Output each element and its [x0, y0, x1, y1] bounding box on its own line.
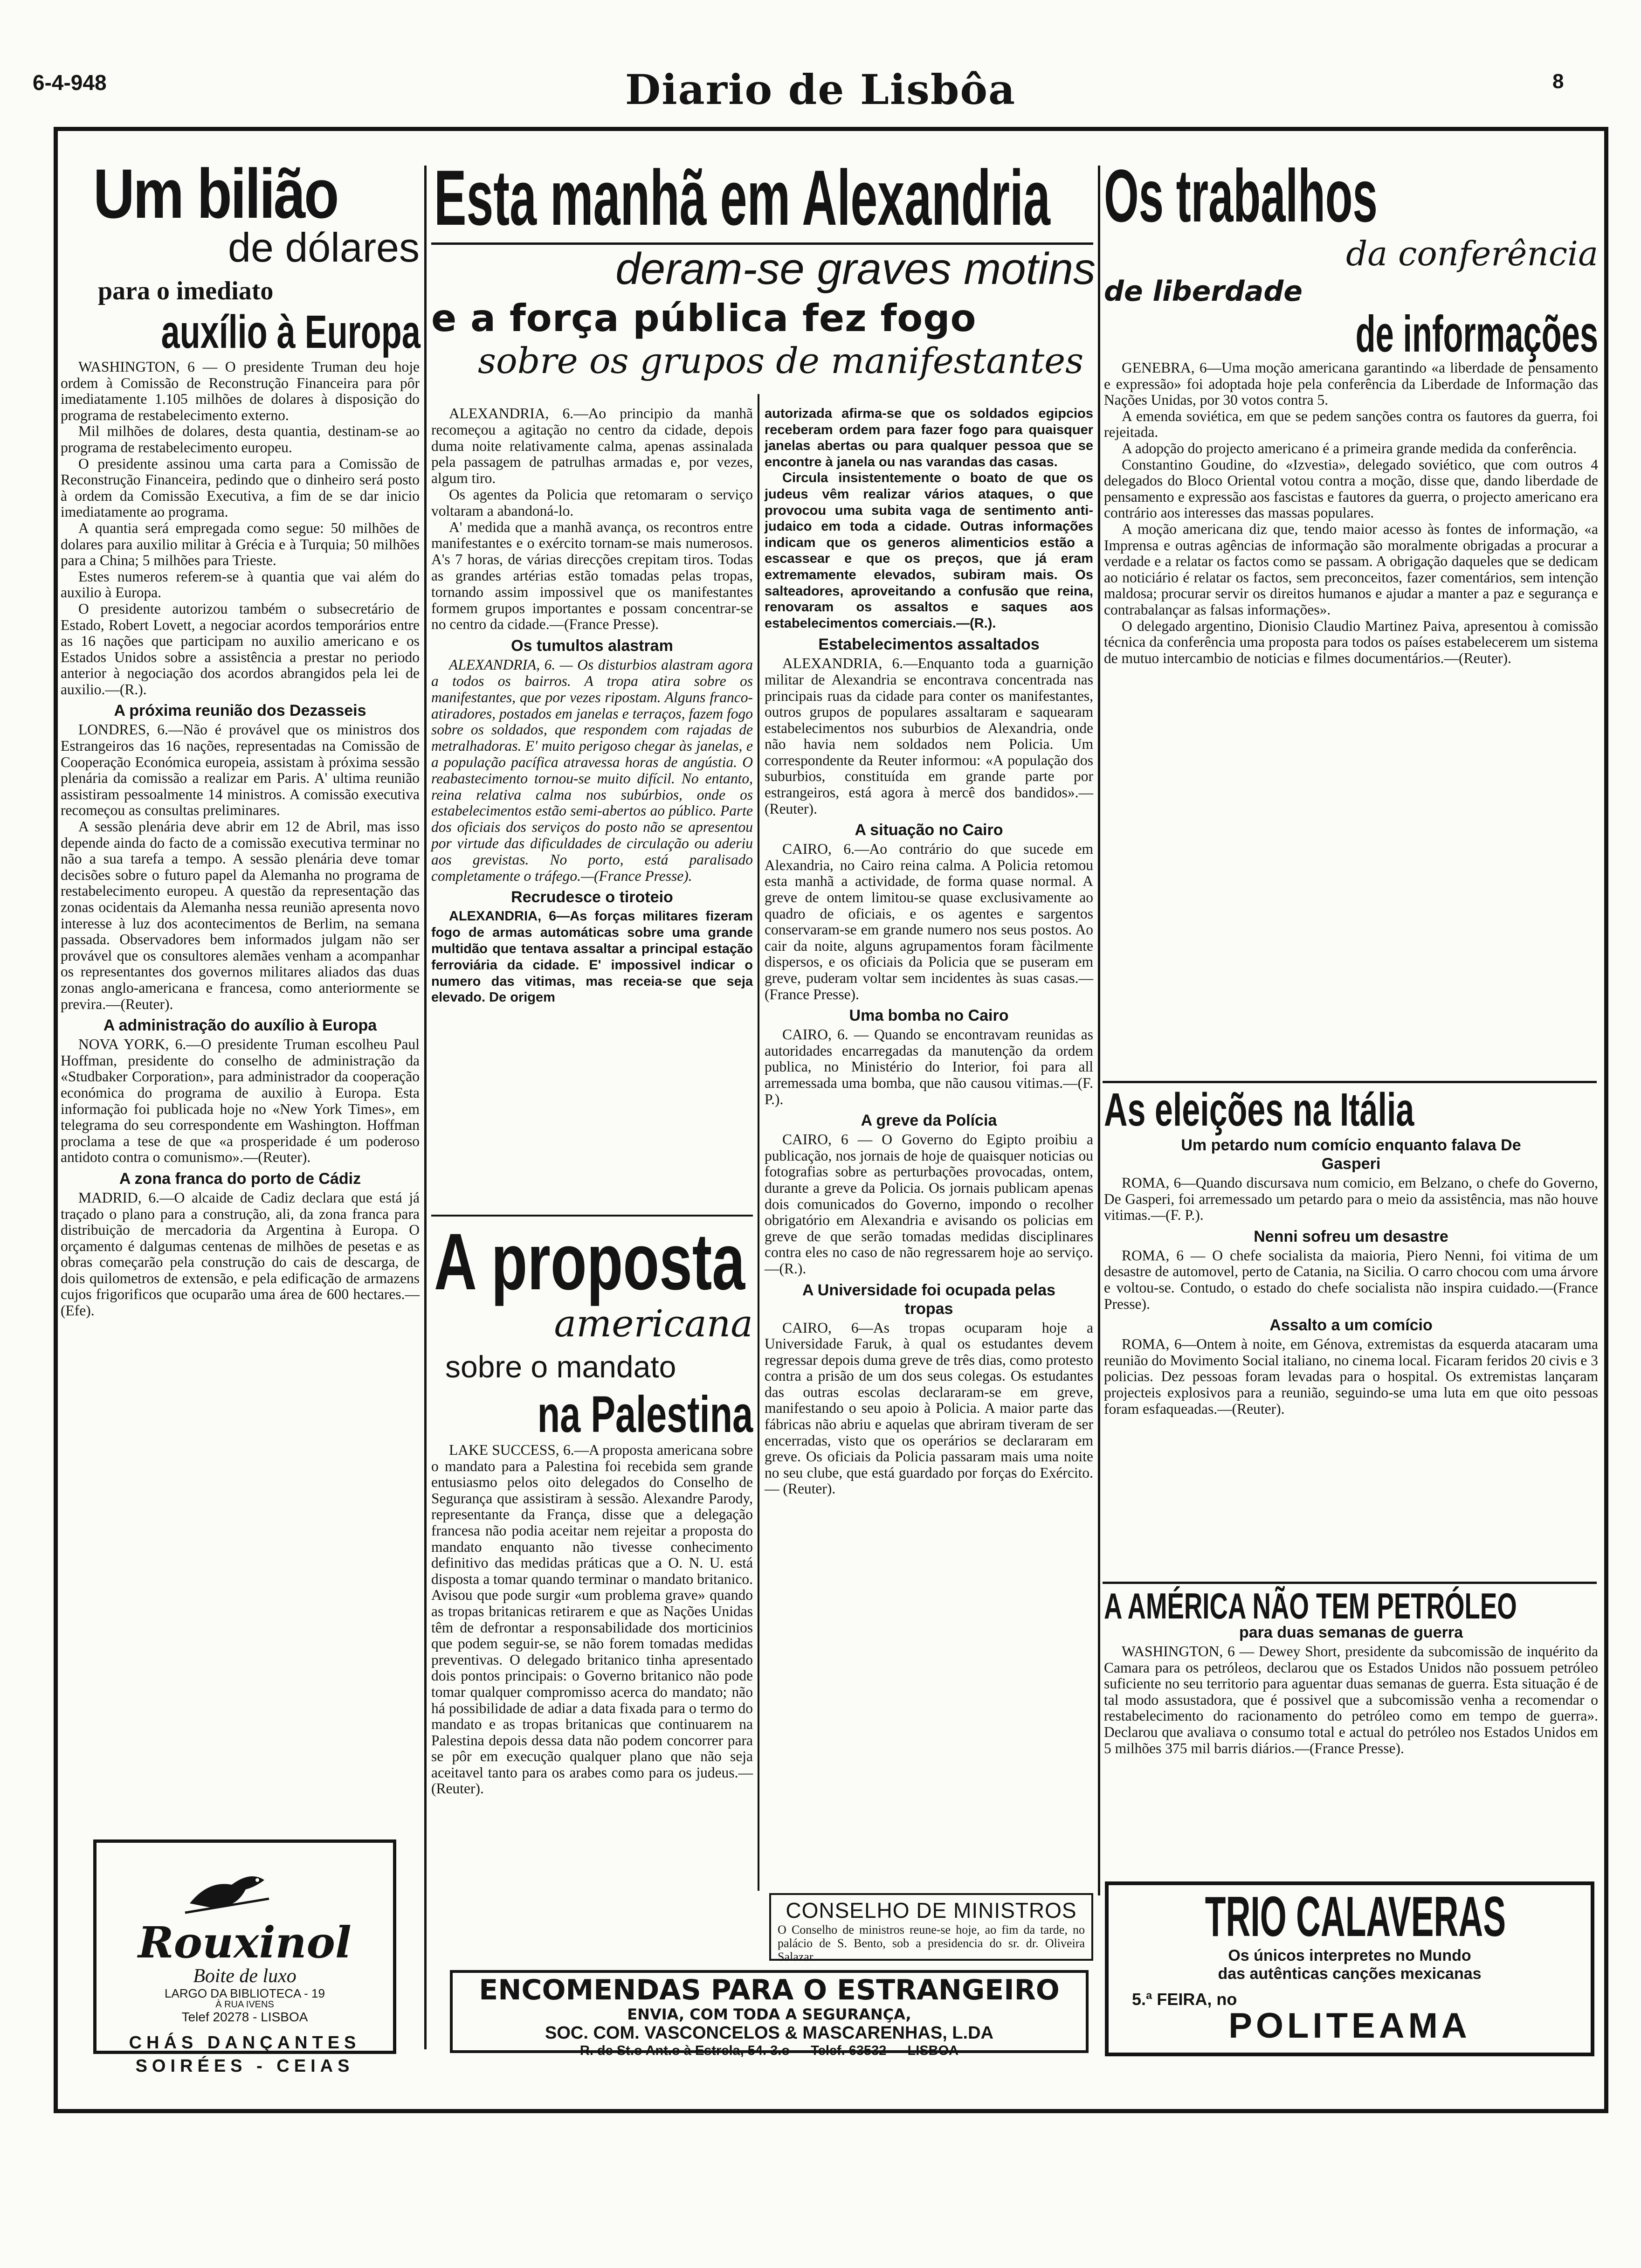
subhead: A próxima reunião dos Dezasseis	[114, 702, 366, 720]
ad-rouxinol	[93, 1839, 396, 2054]
headline-grupos: sobre os grupos de manifestantes	[478, 340, 1084, 381]
paragraph: Mil milhões de dolares, desta quantia, destinam-se ao programa de restabelecimento europeu.	[61, 423, 420, 456]
headline-a-proposta: A proposta	[434, 1217, 745, 1307]
subhead: Estabelecimentos assaltados	[818, 636, 1040, 654]
paragraph-bold: ALEXANDRIA, 6—As forças militares fizeram fogo de armas automáticas sobre uma grande multidão que tentava assaltar a principal estação ferroviária da cidade. E' impossivel indicar o numero das vitimas, mas receia-se que seja elevado. De origem	[431, 909, 753, 1005]
subhead: A situação no Cairo	[855, 821, 1003, 839]
paragraph: Constantino Goudine, do «Izvestia», delegado soviético, que com outros 4 delegados do Bloco Oriental votou contra a moção, disse que, dando liberdade de pensamento e expressão aos fascistas e fautores da guerra, o projecto americano era contrário aos interesses das massas populares.	[1104, 456, 1598, 521]
ad-encomendas	[450, 1970, 1089, 2058]
ad-rouxinol-line-2: SOIRÉES - CEIAS	[135, 2056, 354, 2076]
ad-trio-line-2: Os únicos interpretes no Mundo	[1228, 1947, 1471, 1964]
subhead: Os tumultos alastram	[511, 637, 673, 655]
ad-trio-line-1: TRIO CALAVERAS	[1205, 1885, 1506, 1948]
subhead: A administração do auxílio à Europa	[103, 1016, 377, 1035]
subhead: A Universidade foi ocupada pelas tropas	[802, 1281, 1055, 1318]
italia-rule	[1103, 1081, 1597, 1083]
article-body	[1104, 1175, 1598, 1417]
column-rule-2	[1098, 166, 1100, 1895]
ad-rouxinol-subtitle: Boite de luxo	[193, 1965, 296, 1987]
article-body	[1104, 360, 1598, 666]
ad-rouxinol-line-1: CHÁS DANÇANTES	[129, 2033, 361, 2053]
paragraph: CAIRO, 6 — O Governo do Egipto proibiu a publicação, nos jornais de hoje de quaisquer noticias ou fotografias sobre as perturbações provocadas, ontem, durante a greve da Policia. Os jornais publicam apenas dois comunicados do Governo, impondo o recolher obrigatório em Alexandria e avisando os policias em greve de que serão tomadas medidas disciplinares contra eles no caso de não regressarem hoje ao serviço.—(R.).	[765, 1131, 1093, 1277]
paragraph: ROMA, 6 — O chefe socialista da maioria, Piero Nenni, foi vitima de um desastre de automovel, perto de Catania, na Sicilia. O carro chocou com uma árvore e voltou-se. Contudo, o estado do chefe socialista não inspira cuidado.—(France Presse).	[1104, 1247, 1598, 1312]
article-alexandria	[431, 154, 1096, 381]
article-body	[431, 1442, 753, 1797]
alexandria-column-b	[765, 406, 1093, 1497]
paragraph: MADRID, 6.—O alcaide de Cadiz declara que está já traçado o plano para a construção, ali, da zona franca para distribuição de mercadoria da Argentina à Europa. O orçamento é dalgumas centenas de milhões de pesetas e as obras começarão pela construção do cais de descarga, de dois quilometros de extensão, e pela edificação de armazens cujos frigorificos que ocuparão uma área de 600 hectares.—(Efe).	[61, 1189, 420, 1319]
article-eleicoes-italia	[1104, 1086, 1598, 1417]
box-conselho-ministros	[769, 1893, 1093, 1964]
paragraph: ROMA, 6—Ontem à noite, em Génova, extremistas da esquerda atacaram uma reunião do Movimento Social italiano, no cinema local. Ficaram feridos 20 civis e 3 policias. Dez pessoas foram levadas para o hospital. Os extremistas lançaram projecteis explosivos para a reunião, seguindo-se uma luta em que oito pessoas foram esfaqueadas.—(Reuter).	[1104, 1336, 1598, 1417]
paragraph: CAIRO, 6. — Quando se encontravam reunidas as autoridades encarregadas da manutenção da ordem publica, no Ministério do Interior, foi para all arremessada uma bomba, que não causou vitimas.—(F. P.).	[765, 1026, 1093, 1107]
paragraph: LAKE SUCCESS, 6.—A proposta americana sobre o mandato para a Palestina foi recebida sem grande entusiasmo pelos oito delegados do Conselho de Segurança que assistiram à sessão. Alexandre Parody, representante da França, disse que a delegação francesa não podia aceitar nem rejeitar a proposta do mandato enquanto não tivesse conhecimento definitivo das medidas práticas que a O. N. U. está disposta a tomar quando terminar o mandato britanico. Avisou que pode surgir «um problema grave» quando as tropas britanicas retirarem e que as Nações Unidas têm de defrontar a responsabilidade dos morticinios que podem seguir-se, se não forem tomadas medidas preventivas. O delegado britanico tinha apresentado dois pontos principais: o Governo britanico não pode tomar qualquer compromisso acerca do mandato; não há possibilidade de adiar a data fixada para o termo do mandato e as tropas britanicas que continuarem na Palestina depois dessa data não podem concorrer para se pôr em execução qualquer plano que não seja aceitavel tanto para os arabes como para os judeus.—(Reuter).	[431, 1442, 753, 1797]
headline-esta-manha: Esta manhã em Alexandria	[434, 154, 1050, 242]
paragraph: ALEXANDRIA, 6.—Ao principio da manhã recomeçou a agitação no centro da cidade, depois duma noite relativamente calma, apenas assinalada pela passagem de patrulhas armadas e, por vezes, algum tiro.	[431, 405, 753, 487]
subhead: A greve da Polícia	[861, 1112, 997, 1130]
column-rule-1	[424, 166, 427, 2049]
alexandria-column-a	[431, 406, 753, 1006]
headline-americana: americana	[554, 1302, 753, 1345]
page-number: 8	[1552, 70, 1564, 93]
ad-encomendas-line-2: ENVIA, COM TODA A SEGURANÇA,	[627, 2005, 911, 2023]
ad-rouxinol-address-1: LARGO DA BIBLIOTECA - 19	[165, 1986, 325, 2000]
headline-sobre-o-mandato: sobre o mandato	[445, 1349, 676, 1384]
subhead: para duas semanas de guerra	[1239, 1624, 1463, 1641]
paragraph: A moção americana diz que, tendo maior acesso às fontes de informação, «a Imprensa e outras agências de informação são moralmente obrigadas a procurar a verdade e a relatar os factos como se passam. A obrigação daqueles que se dedicam ao noticiário é relatar os factos, sem preconceitos, fazer comentários, sem intenção maldosa; procurar servir os direitos humanos e ajudar a manter a paz e segurança e contrabalançar as falsas informações».	[1104, 520, 1598, 618]
bird-icon	[180, 1852, 274, 1922]
headline-de-informacoes: de informações	[1355, 305, 1598, 363]
ad-rouxinol-name: Rouxinol	[138, 1917, 352, 1968]
headline-de-dolares: de dólares	[228, 224, 420, 270]
subhead: Assalto a um comício	[1269, 1316, 1433, 1335]
ad-trio-line-3: das autênticas canções mexicanas	[1218, 1965, 1482, 1983]
paragraph: O delegado argentino, Dionisio Claudio Martinez Paiva, apresentou à comissão técnica da conferência uma proposta para todos os países estabelecerem um sistema de mutuo intercambio de noticias e filmes documentários.—(Reuter).	[1104, 617, 1598, 666]
proposta-top-rule	[431, 1215, 753, 1217]
conselho-text: O Conselho de ministros reune-se hoje, ao fim da tarde, no palácio de S. Bento, sob a presidencia do sr. dr. Oliveira Salazar.	[778, 1923, 1085, 1964]
subhead: Recrudesce o tiroteio	[511, 888, 673, 906]
paragraph-italic: ALEXANDRIA, 6. — Os disturbios alastram agora a todos os bairros. A tropa atira sobre os manifestantes, que por vezes ripostam. Alguns franco-atiradores, postados em janelas e terraços, fazem fogo sobre os soldados, que respondem com rajadas de metralhadoras. E' muito perigoso chegar às janelas, e a população pacífica atravessa horas de angústia. O reabastecimento tornou-se muito difícil. No entanto, reina relativa calma nos subúrbios, onde os estabelecimentos estão semi-abertos ao público. Parte dos oficiais dos serviços do posto não se apresentou por virtude das dificuldades de circulação ou aderiu aos grevistas. No porto, está paralisado completamente o tráfego.—(France Presse).	[431, 657, 753, 884]
subhead: A zona franca do porto de Cádiz	[119, 1169, 361, 1188]
paragraph: NOVA YORK, 6.—O presidente Truman escolheu Paul Hoffman, presidente do conselho de administração da «Studbaker Corporation», para administrador da cooperação económica do programa de auxilio à Europa. Esta informação foi publicada hoje no «New York Times», em telegrama do seu correspondente em Washington. Hoffman proclama a tese de que «a prosperidade é um poderoso antidoto contra o comunismo».—(Reuter).	[61, 1036, 420, 1166]
article-bilião	[61, 154, 421, 1319]
ad-encomendas-line-1: ENCOMENDAS PARA O ESTRANGEIRO	[479, 1974, 1060, 2006]
america-rule	[1103, 1582, 1597, 1584]
paragraph: ROMA, 6—Quando discursava num comicio, em Belzano, o chefe do Governo, De Gasperi, foi arremessado um petardo para o meio da assistência, mas não houve vitimas.—(F. P.).	[1104, 1175, 1598, 1224]
article-conferencia	[1104, 154, 1598, 666]
paragraph: A adopção do projecto americano é a primeira grande medida da conferência.	[1122, 440, 1577, 456]
masthead	[0, 0, 1641, 131]
paragraph: WASHINGTON, 6 — Dewey Short, presidente da subcomissão de inquérito da Camara para os petróleos, declarou que os Estados Unidos não possuem petróleo suficiente no seu territorio para aguentar duas semanas de guerra. Esta situação é de tal modo assustadora, que é possivel que a subcomissão venha a recomendar o restabelecimento do racionamento do petróleo como em tempo de guerra». Declarou que avaliava o consumo total e actual do petróleo nos Estados Unidos em 5 milhões 375 mil barris diários.—(France Presse).	[1104, 1643, 1598, 1756]
paragraph: A quantia será empregada como segue: 50 milhões de dolares para auxilio militar à Grécia e à Turquia; 50 milhões para a China; 5 milhões para Trieste.	[61, 519, 420, 569]
headline-na-palestina: na Palestina	[537, 1386, 753, 1443]
ad-rouxinol-address-2: À RUA IVENS	[215, 1999, 274, 2010]
headline-um-biliao: Um bilião	[93, 154, 338, 233]
paragraph: CAIRO, 6.—Ao contrário do que sucede em Alexandria, no Cairo reina calma. A Policia retomou esta manhã a actividade, de forma quase normal. A greve de ontem limitou-se quase exclusivamente ao quadro de oficiais, e os agentes e sargentos conservaram-se em grande numero nos seus postos. Ao cair da noite, alguns agrupamentos foram fàcilmente dispersos, e os oficiais da Policia que se puseram em greve, puderam voltar sem incidentes às suas casas.—(France Presse).	[765, 841, 1093, 1003]
article-body	[1104, 1644, 1598, 1756]
ad-trio-line-5: POLITEAMA	[1228, 2006, 1471, 2046]
paragraph: LONDRES, 6.—Não é provável que os ministros dos Estrangeiros das 16 nações, representadas na Comissão de Cooperação Económica europeia, assistam à próxima sessão plenária da comissão a realizar em Paris. A' ultima reunião assistiram pessoalmente 14 ministros. A comissão executiva recomeçou as consultas preliminares.	[61, 721, 420, 819]
issue-date: 6-4-948	[33, 70, 107, 95]
headline-de-liberdade: de liberdade	[1104, 275, 1303, 308]
paragraph: ALEXANDRIA, 6.—Enquanto toda a guarnição militar de Alexandria se encontrava concentrada nas principais ruas da cidade para conter os manifestantes, outros grupos de populares assaltaram e saquearam estabelecimentos nos suburbios de Alexandria, onde não havia nem soldados nem Policia. Um correspondente da Reuter informou: «A população dos suburbios, constituída em grande parte por estrangeiros, está agora à mercê dos bandidos».—(Reuter).	[765, 655, 1093, 817]
ad-encomendas-line-3: SOC. COM. VASCONCELOS & MASCARENHAS, L.DA	[545, 2023, 993, 2043]
headline-os-trabalhos: Os trabalhos	[1104, 154, 1378, 237]
subhead: Uma bomba no Cairo	[849, 1007, 1009, 1025]
paragraph: Os agentes da Policia que retomaram o serviço voltaram a abandoná-lo.	[431, 486, 753, 519]
article-body	[61, 359, 420, 1319]
subhead: Um petardo num comício enquanto falava De Gasperi	[1181, 1136, 1521, 1173]
article-america-petroleo	[1104, 1585, 1598, 1756]
ad-trio-calaveras	[1105, 1881, 1594, 2056]
headline-para-o-imediato: para o imediato	[98, 277, 274, 305]
paragraph: WASHINGTON, 6 — O presidente Truman deu hoje ordem à Comissão de Reconstrução Financeira para pôr imediatamente 1.105 milhões de dolares à disposição do programa de restabelecimento externo.	[61, 359, 420, 423]
ad-trio-line-4: 5.ª FEIRA, no	[1132, 1990, 1237, 2009]
paragraph: A emenda soviética, em que se pedem sanções contra os fautores da guerra, foi rejeitada.	[1104, 408, 1598, 441]
headline-eleicoes-italia: As eleições na Itália	[1104, 1084, 1414, 1136]
paragraph: O presidente assinou uma carta para a Comissão de Reconstrução Financeira, pedindo que o dinheiro será posto à ordem da Comissão Executiva, a fim de se dar inicio imediatamente ao programa.	[61, 455, 420, 520]
headline-america-petroleo: A AMÉRICA NÃO TEM PETRÓLEO	[1104, 1585, 1517, 1626]
paragraph-bold: autorizada afirma-se que os soldados egipcios receberam ordem para fazer fogo para quaisquer janelas abertas ou para qualquer pessoa que se encontre à janela ou nas varandas das casas.	[765, 406, 1093, 470]
article-proposta	[431, 1217, 753, 1797]
subhead: Nenni sofreu um desastre	[1254, 1227, 1448, 1245]
conselho-title: CONSELHO DE MINISTROS	[786, 1898, 1077, 1922]
headline-auxilio: auxílio à Europa	[161, 306, 421, 358]
ad-encomendas-line-4: R. de St.o Ant.o à Estrela, 54. 3.o — Telef. 63532 — LISBOA	[579, 2043, 959, 2058]
newspaper-title: Diario de Lisbôa	[625, 65, 1016, 114]
headline-forca-publica: e a força pública fez fogo	[431, 297, 977, 340]
paragraph: Estes numeros referem-se à quantia que vai além do auxilio à Europa.	[61, 568, 420, 601]
column-rule-center	[758, 394, 759, 1891]
headline-graves-motins: deram-se graves motins	[615, 244, 1096, 294]
paragraph: CAIRO, 6—As tropas ocuparam hoje a Universidade Faruk, à qual os estudantes devem regressar depois duma greve de três dias, como protesto contra a prisão de um dos seus colegas. Os estudantes das outras escolas declararam-se em greve, manifestando o seu apoio à Policia. A maior parte das fábricas não abriu e aquelas que abriram tiveram de ser encerradas, visto que os operários se declararam em greve. Os oficiais da Policia passaram mais uma noite no seu clube, que está guardado por forças do Exército. — (Reuter).	[765, 1319, 1093, 1497]
paragraph: A sessão plenária deve abrir em 12 de Abril, mas isso depende ainda do facto de a comissão executiva terminar no não a sua tarefa a tempo. A sessão plenária deve tomar decisões sobre o futuro papel da Alemanha no programa de restabelecimento europeu. A questão da representação das zonas ocidentais da Alemanha nessa reunião apresenta novo interesse à luz dos acontecimentos de Berlim, na semana passada. Observadores bem informados julgam não ser provável que os consultores alemães venham a acompanhar os representantes dos governos militares aliados das duas zonas anglo-americana e francesa, como anteriormente se previra.—(Reuter).	[61, 818, 420, 1012]
paragraph: GENEBRA, 6—Uma moção americana garantindo «a liberdade de pensamento e expressão» foi adoptada hoje pela conferência da Liberdade de Informação das Nações Unidas, por 30 votos contra 5.	[1104, 360, 1598, 408]
paragraph-bold: Circula insistentemente o boato de que os judeus vêm realizar vários ataques, o que provocou uma subita vaga de sentimento anti-judaico em toda a cidade. Outras informações indicam que os generos alimenticios estão a escassear e que os preços, que já eram extremamente elevados, subiram mais. Os salteadores, aproveitando a confusão que reina, renovaram os assaltos e saques aos estabelecimentos comerciais.—(R.).	[765, 470, 1093, 631]
headline-da-conferencia: da conferência	[1346, 234, 1598, 273]
paragraph: A' medida que a manhã avança, os recontros entre manifestantes e o exército tornam-se mais numerosos. A's 7 horas, de várias direcções crepitam tiros. Todas as grandes artérias estão tomadas pelas tropas, tornando assim impossivel que os manifestantes formem grupos importantes e possam concentrar-se no centro da cidade.—(France Presse).	[431, 519, 753, 633]
ad-rouxinol-phone: Telef 20278 - LISBOA	[181, 2010, 308, 2024]
paragraph: O presidente autorizou também o subsecretário de Estado, Robert Lovett, a negociar acordos temporários entre as 16 nações que participam no auxilio americano e os Estados Unidos sobre a assistência a prestar no periodo anterior à negociação dos acordos abrangidos pela lei de auxilio.—(R.).	[61, 600, 420, 698]
